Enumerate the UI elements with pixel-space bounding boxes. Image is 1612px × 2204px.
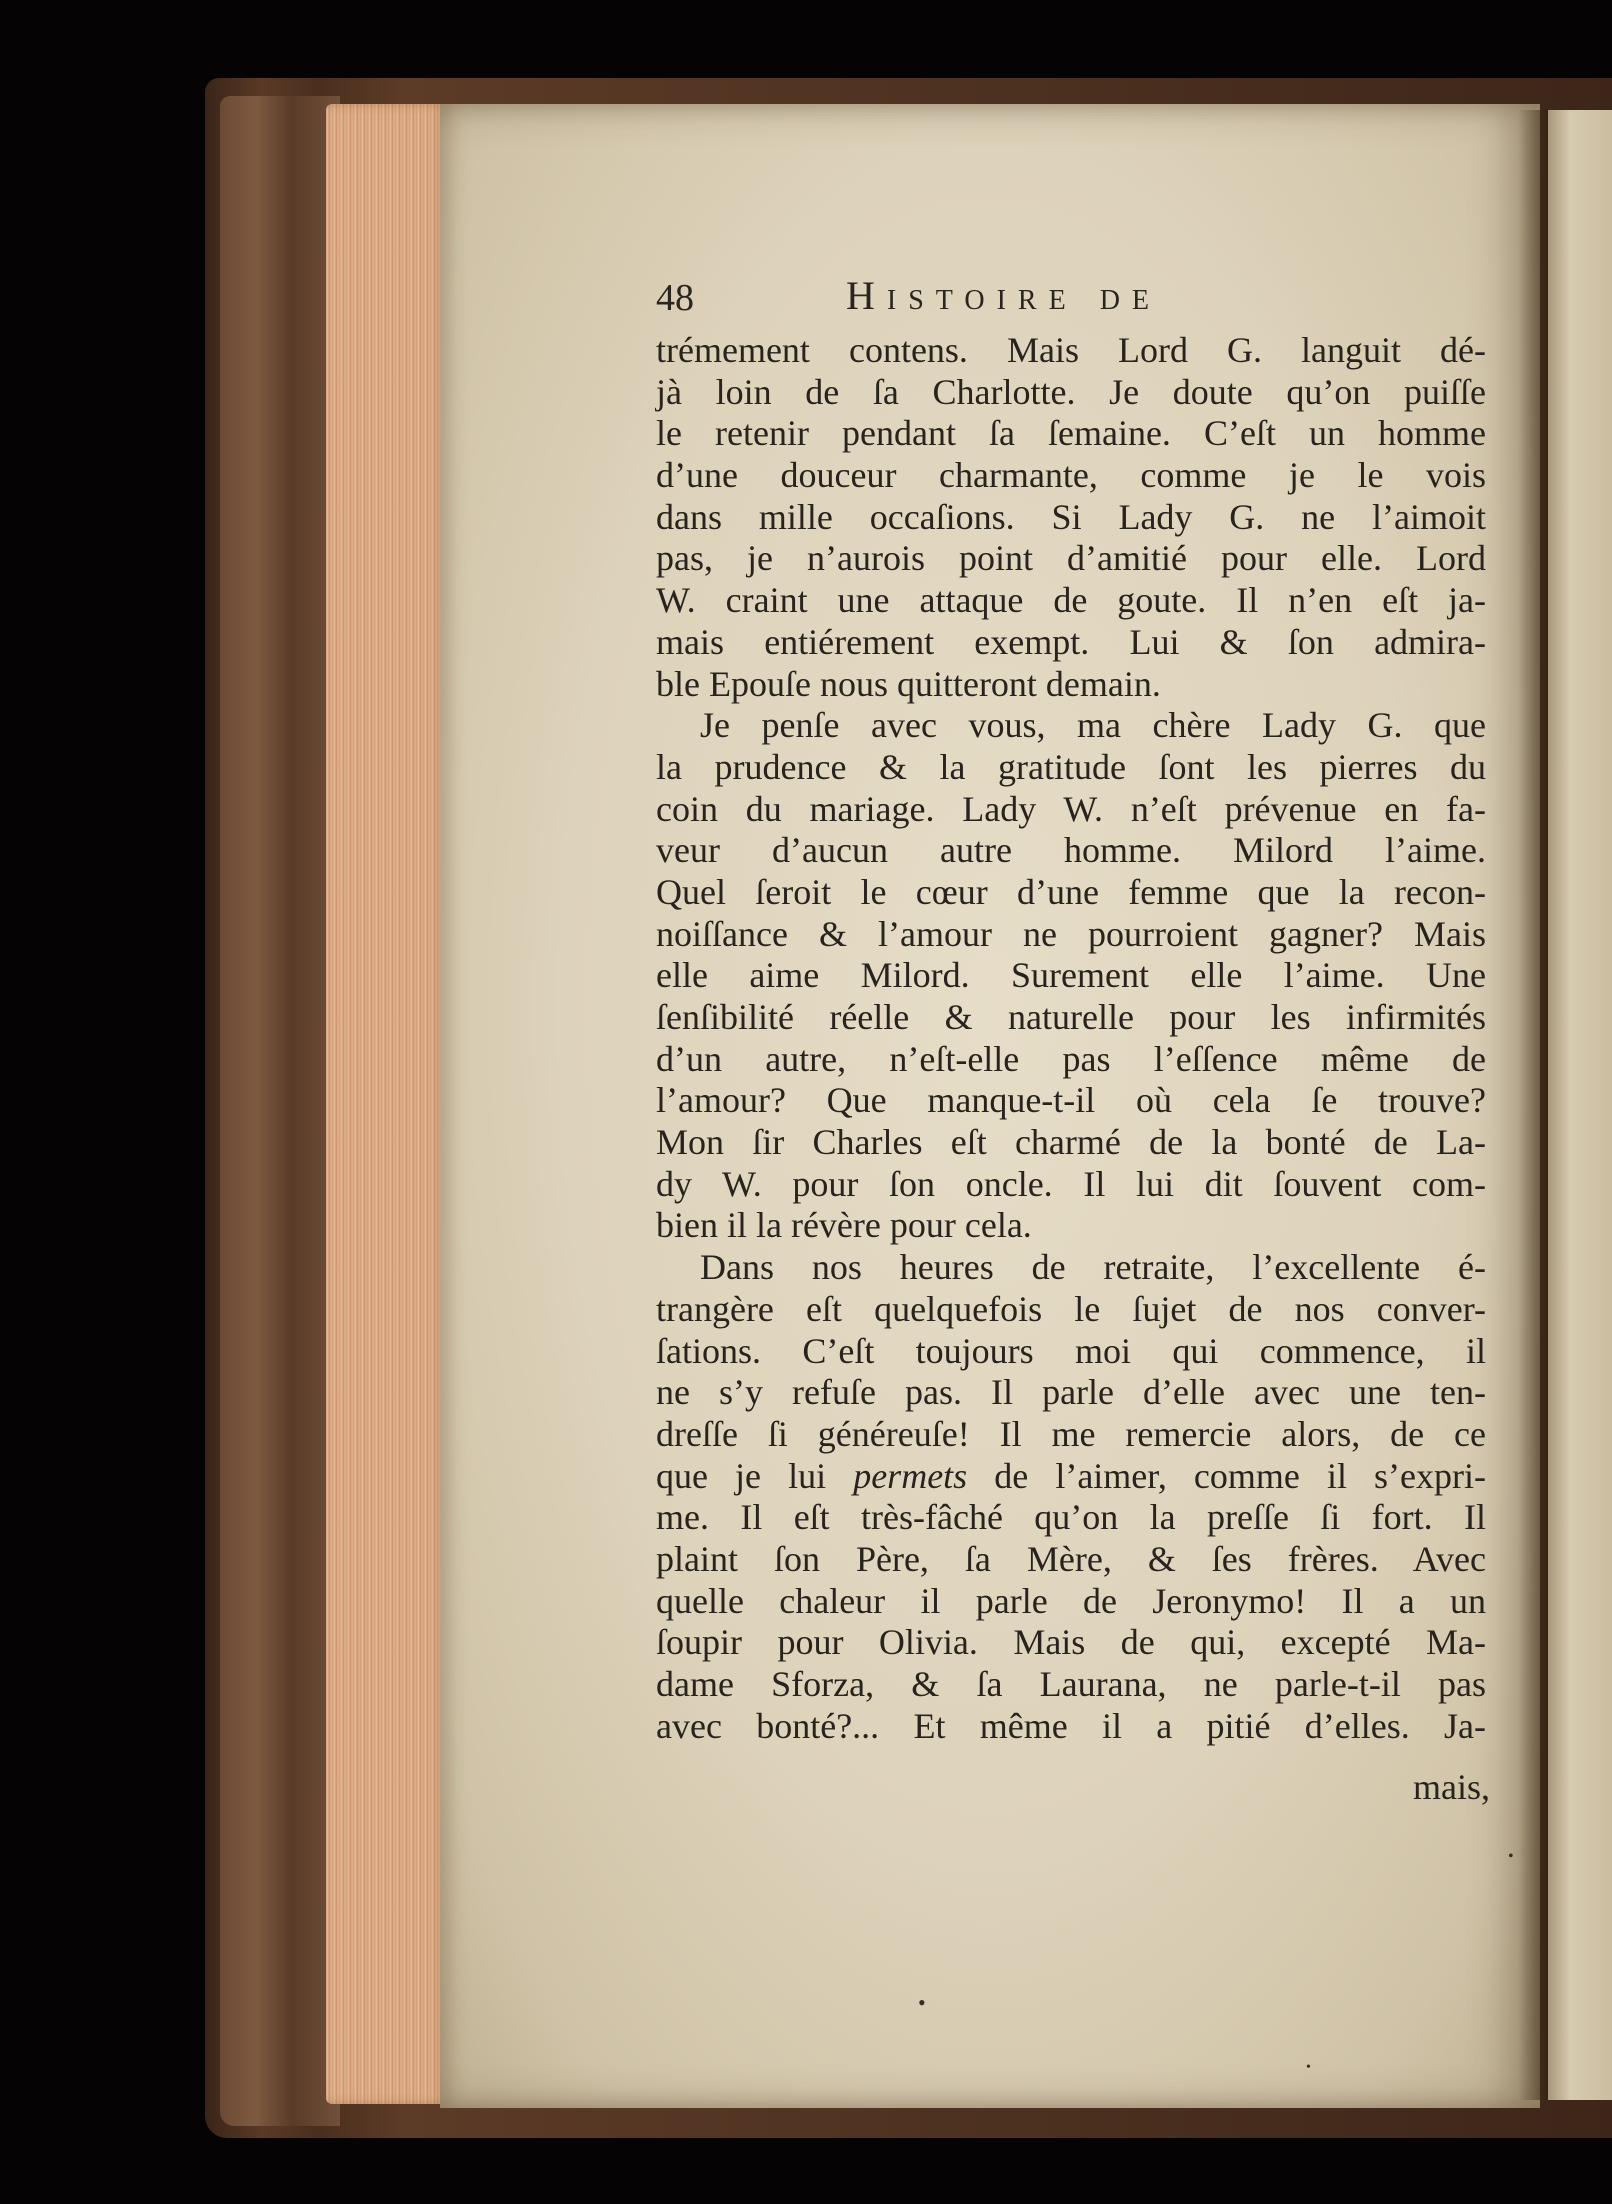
text-line: la prudence & la gratitude ſont les pierres du <box>656 746 1486 787</box>
text-line <box>656 1456 1486 1498</box>
body-text <box>656 330 1486 1747</box>
text-line: dame Sforza, & ſa Laurana, ne parle-t-il pas <box>656 1664 1486 1704</box>
catchword: mais, <box>1413 1767 1490 1807</box>
text-line: jà loin de ſa Charlotte. Je doute qu’on puiſſe <box>656 371 1486 412</box>
running-title: Histoire de <box>846 273 1162 318</box>
text-line: le retenir pendant ſa ſemaine. C’eſt un homme <box>656 413 1486 454</box>
text-run: de l’aimer, comme il s’expri- <box>967 1455 1486 1496</box>
text-line: plaint ſon Père, ſa Mère, & ſes frères. Avec <box>656 1538 1486 1579</box>
text-line: trémement contens. Mais Lord G. languit dé- <box>656 330 1486 370</box>
text-line: bien il la révère pour cela. <box>656 1205 1032 1246</box>
text-line: ſations. C’eſt toujours moi qui commence, il <box>656 1330 1486 1371</box>
italic-word: permets <box>853 1455 968 1496</box>
text-line: dy W. pour ſon oncle. Il lui dit ſouvent com- <box>656 1163 1486 1204</box>
text-line: d’un autre, n’eſt-elle pas l’eſſence même de <box>656 1038 1486 1079</box>
text-line: mais entiérement exempt. Lui & ſon admira- <box>656 621 1486 662</box>
text-line: Dans nos heures de retraite, l’excellente é- <box>700 1247 1486 1288</box>
text-line: elle aime Milord. Surement elle l’aime. Une <box>656 955 1486 996</box>
text-line: veur d’aucun autre homme. Milord l’aime. <box>656 830 1486 871</box>
page-number: 48 <box>656 277 694 319</box>
text-line: d’une douceur charmante, comme je le vois <box>656 455 1486 496</box>
text-line: noiſſance & l’amour ne pourroient gagner? Mais <box>656 913 1486 954</box>
text-line: Mon ſir Charles eſt charmé de la bonté de La- <box>656 1122 1486 1163</box>
text-line: W. craint une attaque de goute. Il n’en eſt ja- <box>656 580 1486 621</box>
text-line: ble Epouſe nous quitteront demain. <box>656 663 1161 704</box>
facing-page-edge <box>1548 110 1612 2100</box>
text-run: que je lui <box>656 1455 854 1496</box>
text-line: dreſſe ſi généreuſe! Il me remercie alors, de ce <box>656 1413 1486 1454</box>
text-line: quelle chaleur il parle de Jeronymo! Il a un <box>656 1580 1486 1621</box>
cover-edge <box>220 96 340 2126</box>
text-line: me. Il eſt très-fâché qu’on la preſſe ſi fort. Il <box>656 1497 1486 1538</box>
text-line: Quel ſeroit le cœur d’une femme que la recon- <box>656 871 1486 912</box>
text-line: trangère eſt quelquefois le ſujet de nos conver- <box>656 1288 1486 1329</box>
text-line: coin du mariage. Lady W. n’eſt prévenue en fa- <box>656 788 1486 829</box>
running-header <box>656 272 1416 326</box>
text-line: dans mille occaſions. Si Lady G. ne l’aimoit <box>656 496 1486 537</box>
text-line: ſoupir pour Olivia. Mais de qui, excepté Ma- <box>656 1622 1486 1663</box>
text-line: ſenſibilité réelle & naturelle pour les infirmités <box>656 997 1486 1037</box>
page-edges <box>326 104 446 2104</box>
ink-speck: • <box>1508 1848 1514 1865</box>
text-line: l’amour? Que manque-t-il où cela ſe trouve? <box>656 1080 1486 1121</box>
ink-speck: • <box>918 1990 926 2015</box>
text-line: avec bonté?... Et même il a pitié d’elles. Ja- <box>656 1705 1486 1746</box>
text-line: Je penſe avec vous, ma chère Lady G. que <box>700 705 1486 746</box>
text-line: pas, je n’aurois point d’amitié pour elle. Lord <box>656 538 1486 579</box>
text-line: ne s’y refuſe pas. Il parle d’elle avec une ten- <box>656 1372 1486 1413</box>
ink-speck: • <box>1306 2060 1311 2075</box>
